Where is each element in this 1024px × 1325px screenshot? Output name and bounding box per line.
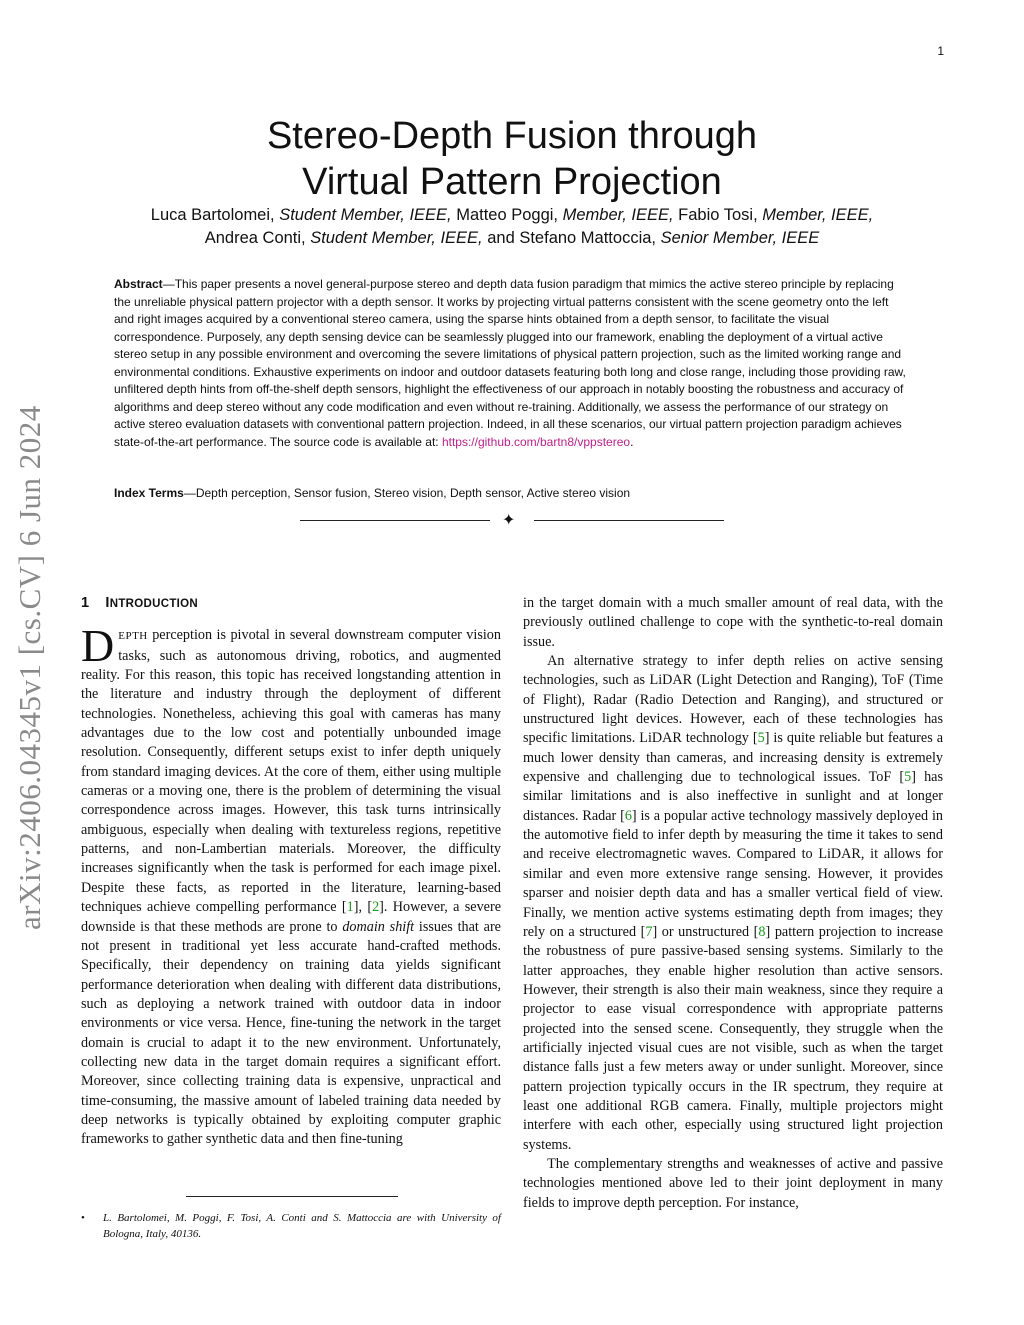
intro-paragraph-continued: in the target domain with a much smaller amount of real data, with the previously outlined challenge to cope with the synthetic-to-real domain issue. [523,595,943,650]
paragraph-text: ] is a popular active technology massively deployed in the automotive field to infer depth by measuring the time it takes to send and receive electromagnetic waves. Compared to LiDAR, it allows for similar and even more extensive range sensing. However, it provides sparser and noisier depth data and has a smaller vertical field of view. Finally, we mention active systems estimating depth from images; they rely on a structured [ [523,807,944,940]
paragraph-text: ] or unstructured [ [652,923,759,940]
right-column [523,594,943,1213]
author-name: and Stefano Mattoccia, [482,229,661,247]
abstract-text: —This paper presents a novel general-purpose stereo and depth data fusion paradigm that mimics the active stereo principle by replacing the unreliable physical pattern projector with a depth sensor. It works by projecting virtual patterns consistent with the scene geometry onto the left and right images acquired by a conventional stereo camera, using the sparse hints obtained from a depth sensor, to facilitate the visual correspondence. Purposely, any depth sensing device can be seamlessly plugged into our framework, enabling the deployment of a virtual active stereo setup in any possible environment and overcoming the severe limitations of physical pattern projection, such as the limited working range and environmental conditions. Exhaustive experiments on indoor and outdoor datasets featuring both long and close range, including those providing raw, unfiltered depth hints from off-the-shelf depth sensors, highlight the effectiveness of our approach in notably boosting the robustness and accuracy of algorithms and deep stereo without any code modification and even without re-training. Additionally, we assess the performance of our strategy on active stereo evaluation datasets with conventional pattern projection. Indeed, in all these scenarios, our virtual pattern projection paradigm achieves state-of-the-art performance. The source code is available at: [114,277,906,449]
affiliation-footnote [81,1210,501,1242]
paragraph-text: ] is quite reliable but features a much lower density than cameras, and increasing density is extremely expensive and challenging due to technological issues. ToF [ [523,730,943,786]
index-terms [114,485,910,502]
drop-cap: D [81,620,115,672]
abstract-label: Abstract [114,277,163,291]
emphasis-text: domain shift [342,918,415,935]
section-number: 1 [81,595,90,611]
citation-link[interactable]: 5 [757,730,765,747]
left-column [81,594,501,1150]
intro-paragraph-1 [81,620,501,1149]
citation-link[interactable]: 1 [346,899,354,916]
drop-cap-rest: EPTH [118,630,148,643]
section-heading-introduction [81,594,501,614]
citation-link[interactable]: 6 [624,807,632,824]
section-title-initial: I [105,595,110,611]
citation-link[interactable]: 8 [758,923,766,940]
title-line-1: Stereo-Depth Fusion through [266,115,758,158]
source-code-link[interactable]: https://github.com/bartn8/vppstereo [441,434,631,449]
citation-link[interactable]: 2 [372,899,380,916]
abstract [114,276,910,451]
author-name: Fabio Tosi, [673,206,763,224]
paragraph-text: An alternative strategy to infer depth relies on active sensing technologies, such as LiDAR (Light Detection and Ranging), ToF (Time of Flight), Radar (Radio Detection and Ranging), and structured or unstructured light devices. However, each of these technologies has specific limitations. LiDAR technology [ [523,653,943,747]
page-number: 1 [937,44,944,58]
intro-paragraph-2 [523,652,943,1155]
index-terms-label: Index Terms [114,486,184,500]
paragraph-text: ], [ [353,899,373,916]
author-role: Student Member, IEEE, [279,206,452,224]
abstract-end: . [630,434,634,449]
footnote-rule [186,1196,398,1197]
paragraph-text: ] pattern projection to increase the robustness of pure passive-based sensing systems. Similarly to the latter approaches, they enable higher resolution than active sensors. However, their strength is also their main weakness, since they require a projector to ease visual correspondence with appropriate patterns projected into the sensed scene. Consequently, they struggle when the artificially injected visual cues are not visible, such as when the target distance falls just a few meters away or under sunlight. Moreover, since pattern projection typically occurs in the IR spectrum, they require at least one additional RGB camera. Finally, multiple projectors might interfere with each other, especially using structured light projection systems. [523,923,943,1153]
author-name: Matteo Poggi, [451,206,563,224]
citation-link[interactable]: 5 [904,769,912,786]
title-line-2: Virtual Pattern Projection [302,161,722,204]
footnote-bullet: • [81,1212,85,1224]
divider-rule-right [534,520,724,521]
section-divider [300,511,724,531]
footnote-text: L. Bartolomei, M. Poggi, F. Tosi, A. Conti and S. Mattoccia are with University of Bologna, Italy, 40136. [103,1212,501,1240]
author-list [100,204,924,250]
divider-rule-left [300,520,490,521]
author-name: Luca Bartolomei, [150,206,280,224]
author-role: Member, IEEE, [762,206,874,224]
index-terms-text: —Depth perception, Sensor fusion, Stereo vision, Depth sensor, Active stereo vision [183,486,631,500]
paragraph-text: issues that are not present in traditional yet less accurate hand-crafted methods. Specifically, their dependency on training data yields significant performance deterioration when dealing with different data distributions, such as deploying a network trained with outdoor data in indoor environments or vice versa. Hence, fine-tuning the network in the target domain is crucial to adapt it to the new environment. Unfortunately, collecting new data in the target domain requires a significant effort. Moreover, since collecting training data is expensive, unpractical and time-consuming, the massive amount of labeled training data needed by deep networks is typically obtained by exploiting computer graphic frameworks to gather synthetic data and then fine-tuning [81,918,501,1148]
paper-title [0,113,1024,205]
intro-paragraph-3: The complementary strengths and weaknesses of active and passive technologies mentioned above led to their joint deployment in many fields to improve depth perception. For instance, [523,1155,943,1211]
divider-star-icon: ✦ [502,512,516,529]
arxiv-stamp: arXiv:2406.04345v1 [cs.CV] 6 Jun 2024 [12,405,47,930]
section-title-rest: NTRODUCTION [109,598,198,610]
citation-link[interactable]: 7 [645,923,653,940]
paragraph-text: ] has similar limitations and is also ineffective in sunlight and at longer distances. Radar [ [523,769,943,824]
paragraph-text: perception is pivotal in several downstream computer vision tasks, such as autonomous driving, robotics, and augmented reality. For this reason, this topic has received longstanding attention in the literature and industry through the deployment of different technologies. Nonetheless, achieving this goal with cameras has many advantages due to the low cost and potentially unbounded image resolution. Consequently, different setups exist to infer depth uniquely from standard imaging devices. At the core of them, either using multiple cameras or a moving one, there is the problem of determining the visual correspondence across images. However, this task turns intrinsically ambiguous, especially when dealing with textureless regions, repetitive patterns, and non-Lambertian materials. Moreover, the difficulty increases significantly when the task is performed for each image pixel. Despite these facts, as reported in the literature, learning-based techniques achieve compelling performance [ [81,627,501,916]
author-role: Senior Member, IEEE [660,229,820,247]
author-role: Member, IEEE, [562,206,674,224]
author-name: Andrea Conti, [204,229,311,247]
author-role: Student Member, IEEE, [310,229,483,247]
paragraph-text: ]. However, a severe downside is that these methods are prone to [81,899,501,935]
